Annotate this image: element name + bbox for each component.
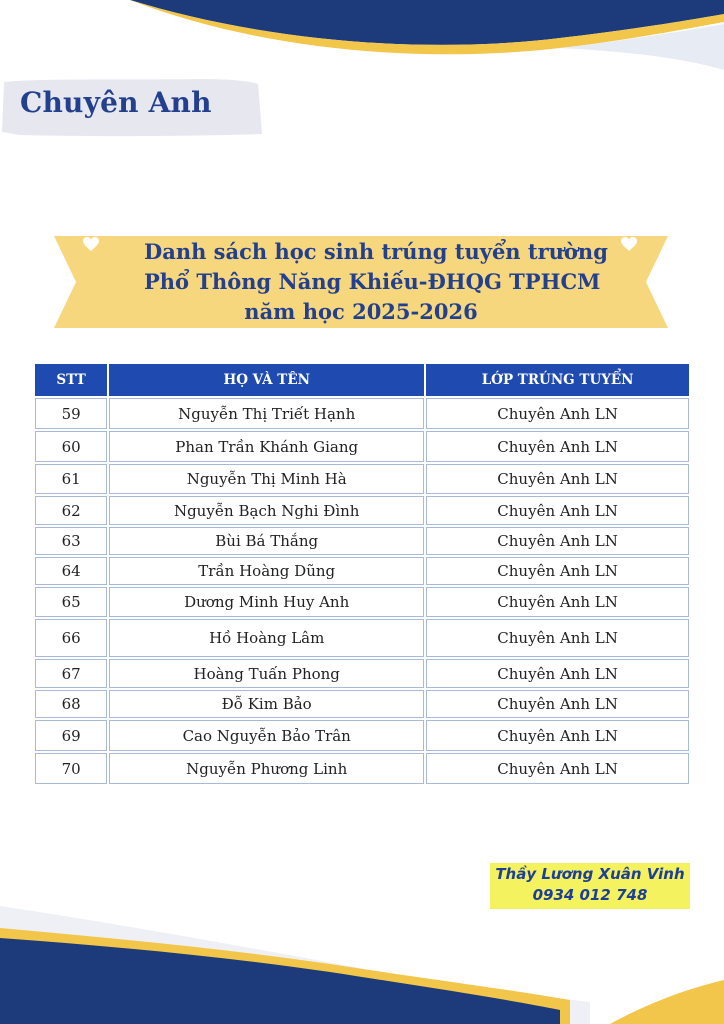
cell-class: Chuyên Anh LN [426, 496, 689, 525]
table-row [35, 720, 689, 751]
table-row [35, 619, 689, 657]
cell-stt: 69 [35, 720, 107, 751]
banner-line-1: Danh sách học sinh trúng tuyển trường [144, 239, 608, 264]
cell-class: Chuyên Anh LN [426, 557, 689, 585]
banner-line-2: Phổ Thông Năng Khiếu-ĐHQG TPHCM [144, 269, 601, 294]
admission-table [33, 362, 691, 786]
cell-class: Chuyên Anh LN [426, 659, 689, 688]
cell-name: Trần Hoàng Dũng [109, 557, 424, 585]
section-title: Chuyên Anh [20, 86, 212, 119]
cell-name: Cao Nguyễn Bảo Trân [109, 720, 424, 751]
table-header-row [35, 364, 689, 396]
cell-stt: 63 [35, 527, 107, 555]
cell-class: Chuyên Anh LN [426, 464, 689, 494]
cell-class: Chuyên Anh LN [426, 690, 689, 718]
cell-name: Đỗ Kim Bảo [109, 690, 424, 718]
table-row [35, 753, 689, 784]
top-wave-decoration [0, 0, 724, 80]
cell-class: Chuyên Anh LN [426, 619, 689, 657]
cell-stt: 70 [35, 753, 107, 784]
cell-name: Nguyễn Bạch Nghi Đình [109, 496, 424, 525]
title-ribbon [54, 236, 668, 328]
cell-stt: 66 [35, 619, 107, 657]
table-row [35, 496, 689, 525]
cell-stt: 64 [35, 557, 107, 585]
heart-right-icon [620, 236, 638, 252]
teacher-name: Thầy Lương Xuân Vinh [495, 865, 685, 883]
phone-number: 0934 012 748 [532, 886, 648, 904]
cell-class: Chuyên Anh LN [426, 587, 689, 617]
cell-name: Nguyễn Thị Triết Hạnh [109, 398, 424, 429]
cell-stt: 68 [35, 690, 107, 718]
heart-left-icon [82, 236, 100, 252]
cell-stt: 67 [35, 659, 107, 688]
cell-class: Chuyên Anh LN [426, 527, 689, 555]
cell-name: Phan Trần Khánh Giang [109, 431, 424, 462]
banner-line-3: năm học 2025-2026 [244, 299, 478, 324]
table-row [35, 527, 689, 555]
table-body [35, 398, 689, 784]
cell-stt: 60 [35, 431, 107, 462]
contact-box [490, 863, 690, 909]
cell-class: Chuyên Anh LN [426, 720, 689, 751]
table-row [35, 398, 689, 429]
cell-name: Nguyễn Thị Minh Hà [109, 464, 424, 494]
banner-heading [144, 237, 608, 327]
cell-class: Chuyên Anh LN [426, 398, 689, 429]
cell-name: Hồ Hoàng Lâm [109, 619, 424, 657]
table-row [35, 587, 689, 617]
cell-class: Chuyên Anh LN [426, 753, 689, 784]
cell-stt: 62 [35, 496, 107, 525]
header-class: LỚP TRÚNG TUYỂN [426, 364, 689, 396]
cell-stt: 59 [35, 398, 107, 429]
cell-name: Dương Minh Huy Anh [109, 587, 424, 617]
cell-name: Nguyễn Phương Linh [109, 753, 424, 784]
header-name: HỌ VÀ TÊN [109, 364, 424, 396]
table-row [35, 431, 689, 462]
table-row [35, 464, 689, 494]
cell-name: Hoàng Tuấn Phong [109, 659, 424, 688]
cell-name: Bùi Bá Thắng [109, 527, 424, 555]
header-stt: STT [35, 364, 107, 396]
table-row [35, 557, 689, 585]
table-row [35, 659, 689, 688]
cell-class: Chuyên Anh LN [426, 431, 689, 462]
cell-stt: 61 [35, 464, 107, 494]
cell-stt: 65 [35, 587, 107, 617]
table-row [35, 690, 689, 718]
